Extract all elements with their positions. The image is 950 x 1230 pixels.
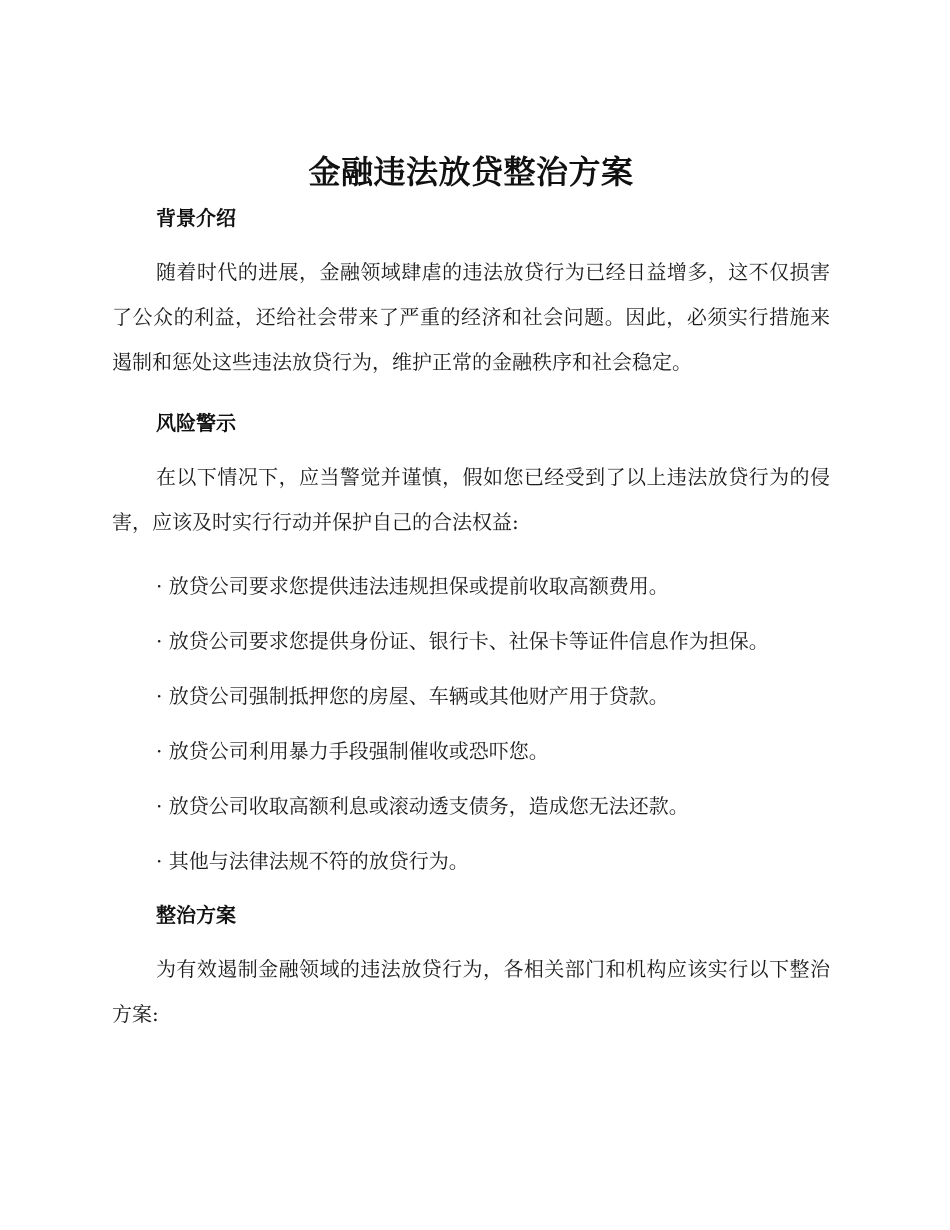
risk-list-item: · 放贷公司利用暴力手段强制催收或恐吓您。 xyxy=(156,739,549,763)
risk-list-item: · 放贷公司要求您提供身份证、银行卡、社保卡等证件信息作为担保。 xyxy=(156,629,769,653)
section-heading-background: 背景介绍 xyxy=(156,206,236,230)
document-page xyxy=(112,150,830,1037)
section-background xyxy=(112,204,830,385)
risk-list-item: · 放贷公司强制抵押您的房屋、车辆或其他财产用于贷款。 xyxy=(156,684,669,708)
risk-warning-paragraph: 在以下情况下，应当警觉并谨慎，假如您已经受到了以上违法放贷行为的侵害，应该及时实行行动并保护自己的合法权益: xyxy=(112,465,830,534)
section-heading-risk-warning: 风险警示 xyxy=(156,411,236,435)
document-title: 金融违法放贷整治方案 xyxy=(308,153,634,191)
section-heading-remediation-plan: 整治方案 xyxy=(156,903,236,927)
background-paragraph: 随着时代的进展，金融领域肆虐的违法放贷行为已经日益增多，这不仅损害了公众的利益，还给社会带来了严重的经济和社会问题。因此，必须实行措施来遏制和惩处这些违法放贷行为，维护正常的金融秩序和社会稳定。 xyxy=(112,260,830,374)
risk-list-item: · 其他与法律法规不符的放贷行为。 xyxy=(156,849,469,873)
section-remediation-plan xyxy=(112,901,830,1037)
risk-list xyxy=(112,559,830,889)
section-risk-warning xyxy=(112,409,830,889)
remediation-paragraph: 为有效遏制金融领域的违法放贷行为，各相关部门和机构应该实行以下整治方案: xyxy=(112,957,830,1026)
risk-list-item: · 放贷公司收取高额利息或滚动透支债务，造成您无法还款。 xyxy=(156,794,689,818)
risk-list-item: · 放贷公司要求您提供违法违规担保或提前收取高额费用。 xyxy=(156,574,669,598)
